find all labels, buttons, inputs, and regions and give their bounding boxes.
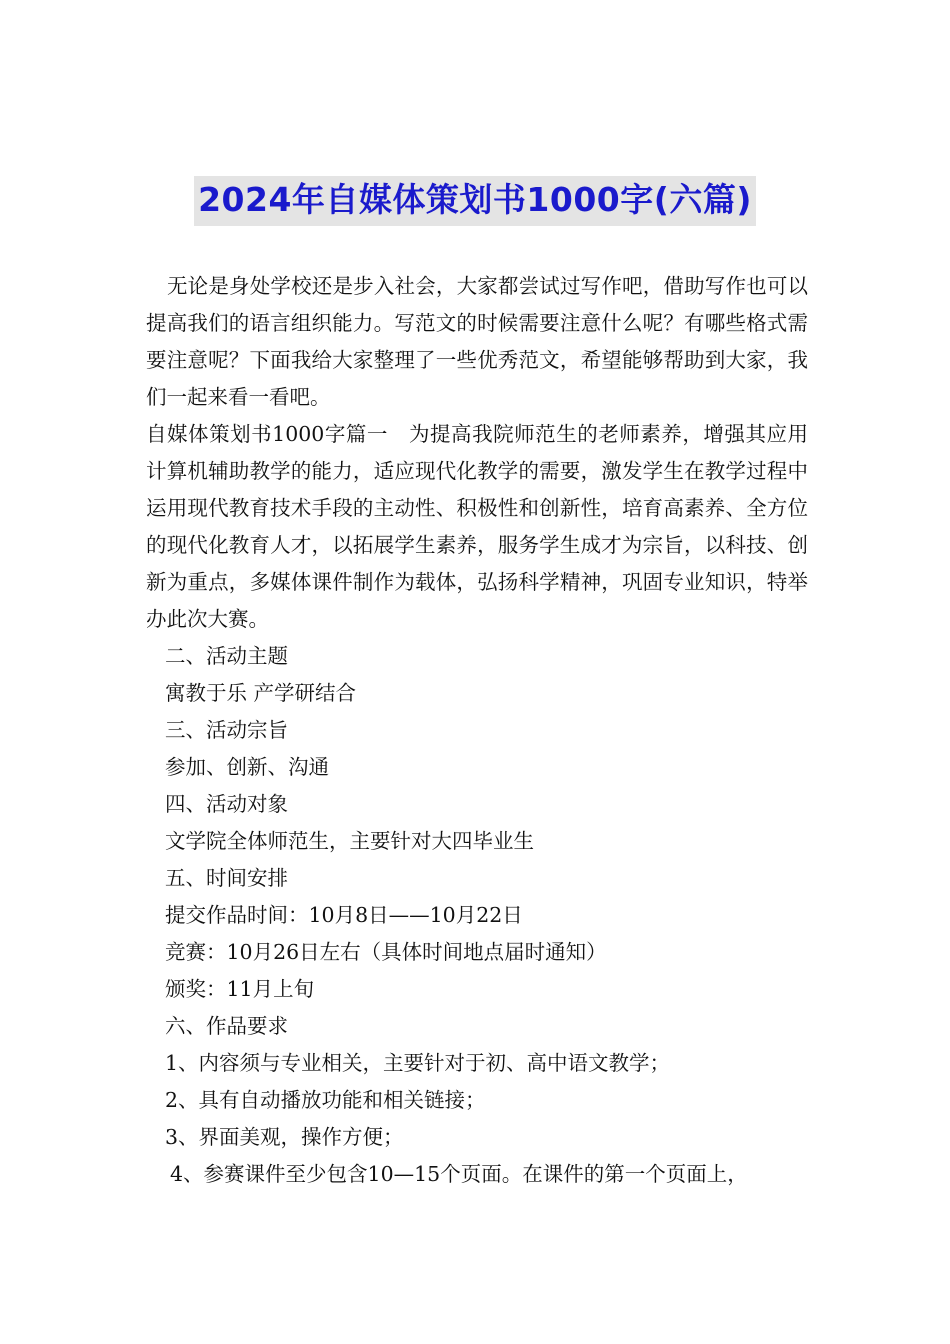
heading-activity-target: 四、活动对象 [165, 792, 288, 816]
heading-activity-theme: 二、活动主题 [165, 644, 288, 668]
heading-requirements: 六、作品要求 [165, 1014, 288, 1038]
schedule-submission: 提交作品时间：10月8日——10月22日 [165, 903, 523, 927]
heading-schedule: 五、时间安排 [165, 866, 288, 890]
document-title: 2024年自媒体策划书1000字(六篇) [194, 176, 756, 226]
requirement-4: 4、参赛课件至少包含10—15个页面。在课件的第一个页面上， [170, 1162, 748, 1186]
activity-theme-text: 寓教于乐 产学研结合 [165, 681, 357, 705]
section-paragraph: 自媒体策划书1000字篇一 为提高我院师范生的老师素养，增强其应用计算机辅助教学的能力，适应现代化教学的需要，激发学生在教学过程中运用现代教育技术手段的主动性、积极性和创新性，培育高素养、全方位的现代化教育人才，以拓展学生素养，服务学生成才为宗旨，以科技、创新为重点，多媒体课件制作为载体，弘扬科学精神，巩固专业知识，特举办此次大赛。 [146, 422, 808, 631]
requirement-3: 3、界面美观，操作方便； [165, 1125, 404, 1149]
schedule-contest: 竞赛：10月26日左右（具体时间地点届时通知） [165, 940, 607, 964]
activity-purpose-text: 参加、创新、沟通 [165, 755, 329, 779]
document-body [146, 268, 808, 1193]
heading-activity-purpose: 三、活动宗旨 [165, 718, 288, 742]
requirement-1: 1、内容须与专业相关，主要针对于初、高中语文教学； [165, 1051, 671, 1075]
intro-paragraph: 无论是身处学校还是步入社会，大家都尝试过写作吧，借助写作也可以提高我们的语言组织能力。写范文的时候需要注意什么呢？有哪些格式需要注意呢？下面我给大家整理了一些优秀范文，希望能够帮助到大家，我们一起来看一看吧。 [146, 274, 808, 409]
requirement-2: 2、具有自动播放功能和相关链接； [165, 1088, 486, 1112]
title-container [0, 176, 950, 226]
schedule-award: 颁奖：11月上旬 [165, 977, 315, 1001]
activity-target-text: 文学院全体师范生，主要针对大四毕业生 [165, 829, 534, 853]
